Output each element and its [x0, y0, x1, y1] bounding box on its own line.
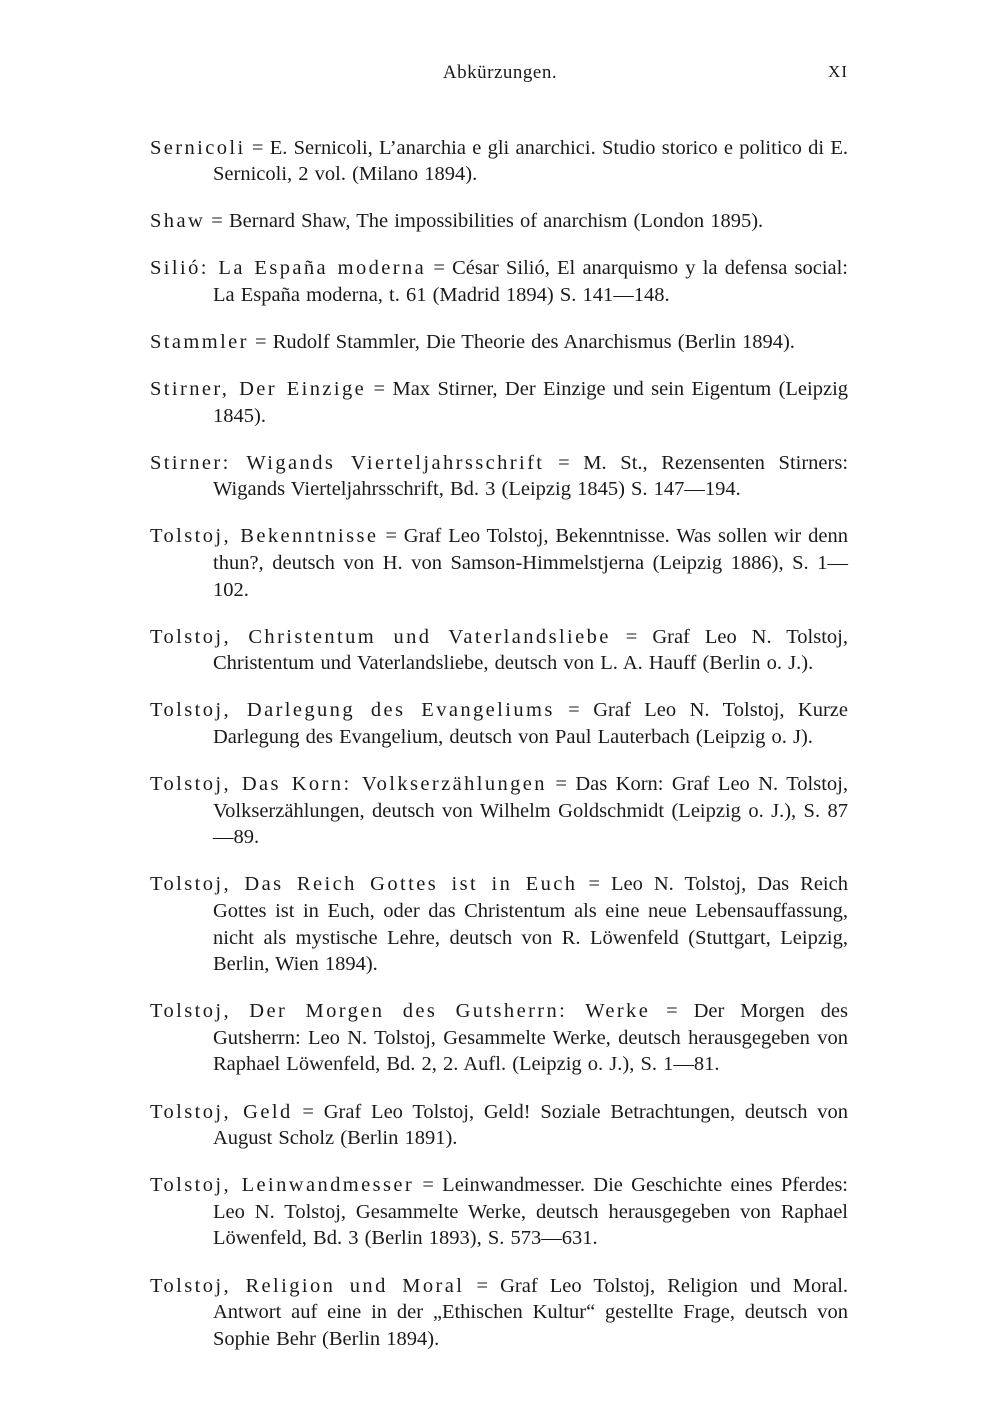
abbreviation-list	[150, 114, 848, 1357]
entry-separator: =	[546, 773, 576, 796]
abbreviation-entry	[150, 624, 848, 677]
entry-text: Der Morgen des Gutsherrn: Leo N. Tolstoj, Gesammelte Werke, deutsch herausgegeben von Raphael Löwenfeld, Bd. 2, 2. Aufl. (Leipzig o. J.), S. 1—81.	[213, 1000, 848, 1076]
entry-text: Graf Leo N. Tolstoj, Kurze Darlegung des Evangelium, deutsch von Paul Lauterbach (Leipzig o. J).	[213, 699, 848, 748]
entry-keyword: Tolstoj, Christentum und Vaterlandsliebe	[150, 625, 611, 648]
entry-text: M. St., Rezensenten Stirners: Wigands Vierteljahrsschrift, Bd. 3 (Leipzig 1845) S. 147—194.	[213, 451, 849, 501]
entry-text: Leinwandmesser. Die Geschichte eines Pferdes: Leo N. Tolstoj, Gesammelte Werke, deutsch herausgegeben von Raphael Löwenfeld, Bd. 3 (Berlin 1893), S. 573—631.	[213, 1174, 848, 1250]
entry-separator: =	[610, 625, 653, 648]
abbreviation-entry	[150, 450, 848, 503]
entry-keyword: Sernicoli	[150, 136, 246, 159]
entry-separator: =	[205, 210, 229, 233]
entry-text: Max Stirner, Der Einzige und sein Eigentum (Leipzig 1845).	[213, 378, 849, 427]
entry-text: Graf Leo Tolstoj, Religion und Moral. Antwort auf eine in der „Ethischen Kultur“ gestellte Frage, deutsch von Sophie Behr (Berlin 1894).	[213, 1274, 849, 1350]
entry-text: Rudolf Stammler, Die Theorie des Anarchismus (Berlin 1894).	[272, 330, 795, 353]
abbreviation-entry	[150, 871, 848, 977]
entry-text: Graf Leo N. Tolstoj, Christentum und Vaterlandsliebe, deutsch von L. A. Hauff (Berlin o. J.).	[213, 625, 848, 675]
entry-separator: =	[464, 1274, 501, 1297]
entry-separator: =	[544, 451, 584, 474]
entry-text: Das Korn: Graf Leo N. Tolstoj, Volkserzählungen, deutsch von Wilhelm Goldschmidt (Leipzig o. J.), S. 87—89.	[213, 773, 848, 849]
abbreviation-entry	[150, 998, 848, 1078]
entry-keyword: Shaw	[150, 210, 206, 233]
entry-text: Bernard Shaw, The impossibilities of anarchism (London 1895).	[228, 210, 764, 233]
entry-separator: =	[245, 136, 270, 159]
entry-text: Graf Leo Tolstoj, Geld! Soziale Betrachtungen, deutsch von August Scholz (Berlin 1891).	[213, 1100, 848, 1150]
entry-separator: =	[378, 525, 404, 548]
entry-keyword: Tolstoj, Leinwandmesser	[150, 1174, 415, 1197]
entry-text: Leo N. Tolstoj, Das Reich Gottes ist in Euch, oder das Christentum als eine neue Lebensauffassung, nicht als mystische Lehre, deutsch von R. Löwenfeld (Stuttgart, Leipzig, Berlin, Wien 1894).	[213, 873, 848, 976]
entry-separator: =	[577, 873, 611, 896]
entry-keyword: Stammler	[150, 330, 249, 353]
abbreviation-entry	[150, 1099, 848, 1152]
entry-separator: =	[248, 330, 273, 353]
entry-text: Graf Leo Tolstoj, Bekenntnisse. Was sollen wir denn thun?, deutsch von H. von Samson-Himmelstjerna (Leipzig 1886), S. 1—102.	[213, 525, 848, 601]
entry-separator: =	[366, 378, 393, 401]
abbreviation-entry	[150, 135, 848, 188]
entry-text: César Silió, El anarquismo y la defensa social: La España moderna, t. 61 (Madrid 1894) S. 141—148.	[213, 257, 849, 306]
abbreviation-entry	[150, 697, 848, 750]
entry-keyword: Tolstoj, Geld	[150, 1100, 293, 1123]
entry-separator: =	[554, 699, 594, 722]
entry-keyword: Stirner: Wigands Vierteljahrsschrift	[150, 451, 545, 474]
entry-separator: =	[650, 1000, 694, 1023]
abbreviation-entry	[150, 1273, 848, 1353]
entry-keyword: Tolstoj, Das Korn: Volkserzählungen	[150, 773, 547, 796]
entry-separator: =	[426, 257, 453, 280]
abbreviation-entry	[150, 255, 848, 308]
abbreviation-entry	[150, 376, 848, 429]
page-number: XI	[828, 62, 848, 81]
entry-keyword: Tolstoj, Der Morgen des Gutsherrn: Werke	[150, 1000, 651, 1023]
abbreviation-entry	[150, 208, 848, 235]
entry-keyword: Tolstoj, Religion und Moral	[150, 1274, 465, 1297]
entry-keyword: Stirner, Der Einzige	[150, 378, 367, 401]
entry-separator: =	[292, 1100, 324, 1123]
running-title: Abkürzungen.	[442, 62, 558, 83]
abbreviation-entry	[150, 329, 848, 356]
entry-separator: =	[414, 1174, 443, 1197]
entry-text: E. Sernicoli, L’anarchia e gli anarchici. Studio storico e politico di E. Sernicoli, 2 vol. (Milano 1894).	[213, 136, 849, 186]
running-head	[0, 62, 1000, 88]
abbreviation-entry	[150, 523, 848, 603]
entry-keyword: Tolstoj, Das Reich Gottes ist in Euch	[150, 873, 578, 896]
entry-keyword: Tolstoj, Darlegung des Evangeliums	[150, 699, 555, 722]
entry-keyword: Tolstoj, Bekenntnisse	[150, 525, 379, 548]
entry-keyword: Silió: La España moderna	[150, 257, 427, 280]
abbreviation-entry	[150, 1172, 848, 1252]
abbreviation-entry	[150, 771, 848, 851]
